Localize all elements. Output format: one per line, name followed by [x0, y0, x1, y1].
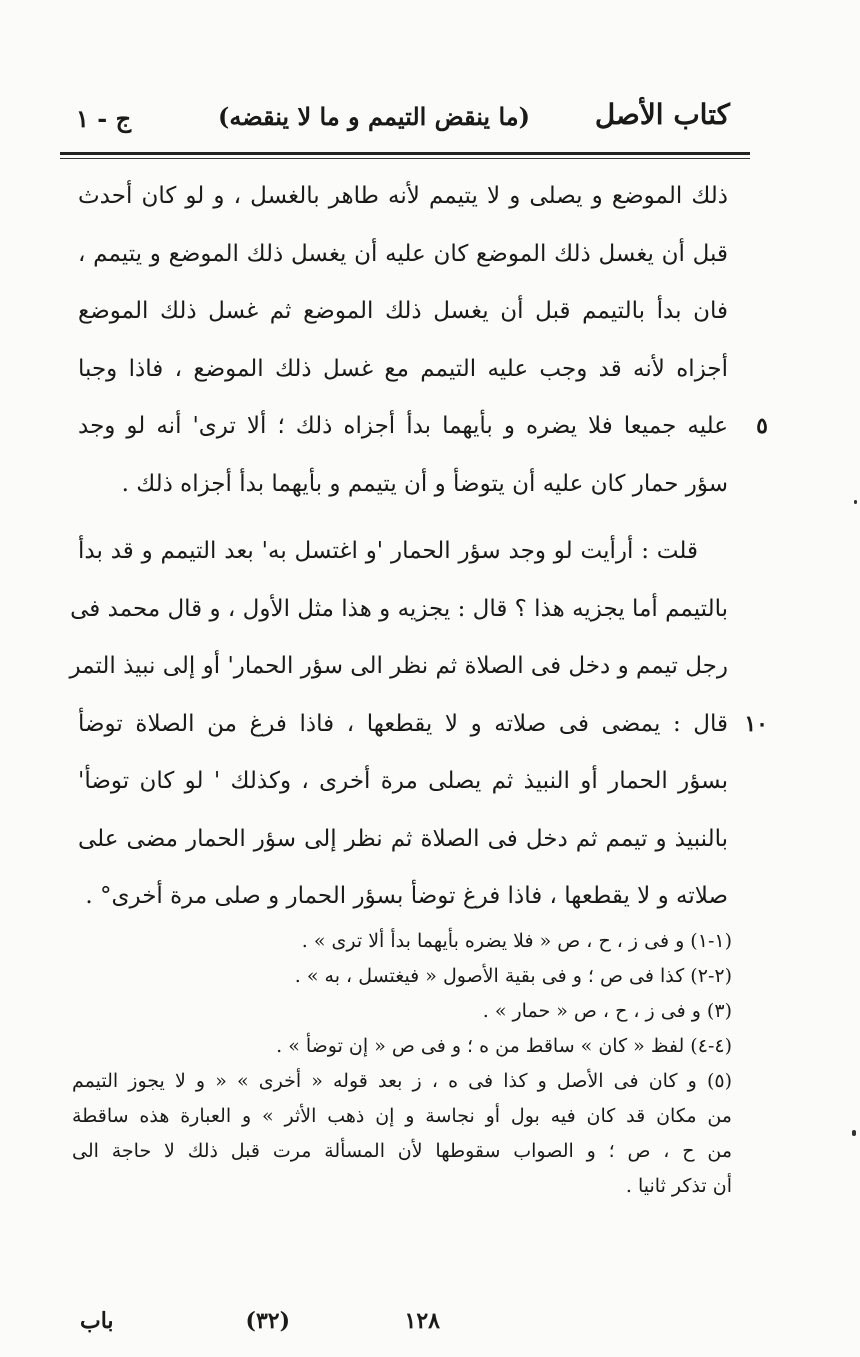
text-line: سؤر حمار كان عليه أن يتوضأ و أن يتيمم و بأيهما بدأ أجزاه ذلك .: [121, 470, 728, 497]
volume-number: ج - ١: [76, 104, 132, 133]
text-line: قلت : أرأيت لو وجد سؤر الحمار 'و اغتسل به' بعد التيمم و قد بدأ: [78, 538, 698, 564]
line-number-marker: ٥: [756, 413, 768, 439]
text-line: بالتيمم أما يجزيه هذا ؟ قال : يجزيه و هذا مثل الأول ، و قال محمد فى: [70, 595, 728, 622]
page-footer: [80, 1308, 440, 1342]
text-line-content: عليه جميعا فلا يضره و بأيهما بدأ أجزاه ذلك ؛ ألا ترى' أنه لو وجد: [78, 413, 728, 439]
footnote-continuation: من مكان قد كان فيه بول أو نجاسة و إن ذهب الأثر » و العبارة هذه ساقطة: [72, 1105, 732, 1127]
book-title: كتاب الأصل: [594, 98, 730, 131]
header-rule: [60, 152, 750, 155]
text-line: قبل أن يغسل ذلك الموضع كان عليه أن يغسل ذلك الموضع و يتيمم ،: [78, 240, 728, 267]
footnote: (٥) و كان فى الأصل و كذا فى ه ، ز بعد قوله « أخرى » « و لا يجوز التيمم: [72, 1070, 732, 1092]
catchword: باب: [80, 1308, 114, 1334]
text-line: أجزاه لأنه قد وجب عليه التيمم مع غسل ذلك الموضع ، فاذا وجبا: [78, 355, 728, 382]
header-rule-thin: [60, 158, 750, 159]
line-number-marker: ١٠: [744, 710, 768, 737]
footnote: (٣) و فى ز ، ح ، ص « حمار » .: [482, 1000, 732, 1022]
footnote-continuation: أن تذكر ثانيا .: [625, 1175, 732, 1197]
text-line: رجل تيمم و دخل فى الصلاة ثم نظر الى سؤر الحمار' أو إلى نبيذ التمر: [69, 653, 728, 679]
signature-number: (٣٢): [245, 1308, 290, 1334]
text-line: بسؤر الحمار أو النبيذ ثم يصلى مرة أخرى ، وكذلك ' لو كان توضأ': [78, 768, 728, 794]
page-number: ١٢٨: [404, 1308, 440, 1334]
chapter-title: (ما ينقض التيمم و ما لا ينقضه): [218, 102, 530, 131]
text-line: [78, 696, 768, 754]
footnote: (١-١) و فى ز ، ح ، ص « فلا يضره بأيهما بدأ ألا ترى » .: [301, 930, 732, 952]
scan-speck: [854, 500, 857, 504]
text-line: صلاته و لا يقطعها ، فاذا فرغ توضأ بسؤر الحمار و صلى مرة أخرى° .: [85, 883, 728, 909]
text-line-content: قال : يمضى فى صلاته و لا يقطعها ، فاذا فرغ من الصلاة توضأ: [78, 710, 728, 737]
text-line: ذلك الموضع و يصلى و لا يتيمم لأنه طاهر بالغسل ، و لو كان أحدث: [78, 183, 728, 209]
footnote: (٢-٢) كذا فى ص ؛ و فى بقية الأصول « فيغتسل ، به » .: [294, 965, 732, 987]
footnote-continuation: من ح ، ص ؛ و الصواب سقوطها لأن المسألة مرت قبل ذلك لا حاجة الى: [72, 1140, 732, 1162]
footnote: (٤-٤) لفظ « كان » ساقط من ه ؛ و فى ص « إن توضأ » .: [276, 1035, 732, 1057]
text-line: بالنبيذ و تيمم ثم دخل فى الصلاة ثم نظر إلى سؤر الحمار مضى على: [78, 825, 728, 852]
scan-speck: [852, 1130, 856, 1136]
running-header: [70, 96, 730, 144]
text-line: [78, 398, 768, 456]
footnotes: [72, 924, 732, 1204]
text-line: فان بدأ بالتيمم قبل أن يغسل ذلك الموضع ثم غسل ذلك الموضع: [78, 298, 728, 324]
main-text: [69, 168, 768, 926]
